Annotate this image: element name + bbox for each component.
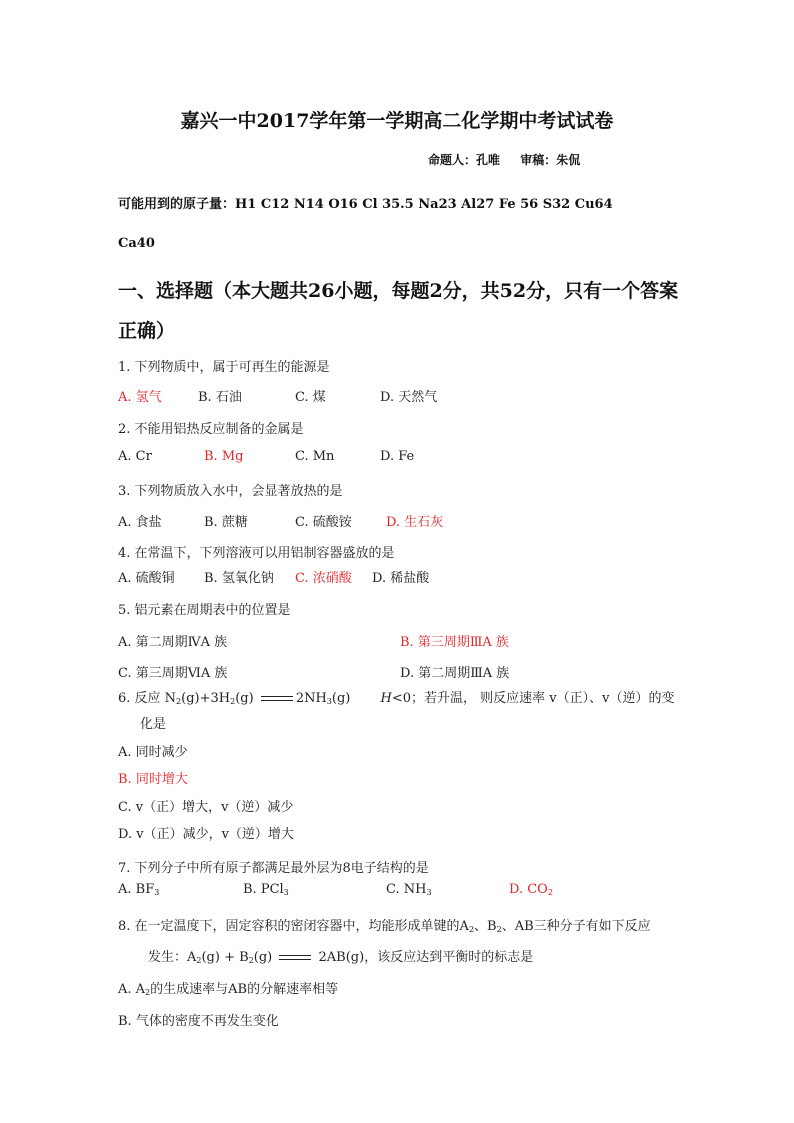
question-4-option-c: C. 浓硝酸 xyxy=(295,571,352,586)
question-5-stem: 5. 铝元素在周期表中的位置是 xyxy=(118,603,291,618)
question-6-option-c: C. v（正）增大，v（逆）减少 xyxy=(118,800,294,815)
question-1-option-c: C. 煤 xyxy=(295,390,326,405)
question-2-option-b: B. Mg xyxy=(204,449,244,464)
question-4-option-b: B. 氢氧化钠 xyxy=(204,571,274,586)
question-6-stem: 6. 反应 $N_2(g)+3H_2(g)$ $2NH_3(g)$ H<0；若升温， 则反应速率 v（正）、v（逆）的变 xyxy=(118,691,675,706)
atomic-masses-line-2: Ca40 xyxy=(118,236,155,251)
question-1-option-d: D. 天然气 xyxy=(380,390,438,405)
question-7-stem: 7. 下列分子中所有原子都满足最外层为8电子结构的是 xyxy=(118,861,429,876)
question-8-stem: 8. 在一定温度下，固定容积的密闭容器中，均能形成单键的$A_2$、$B_2$、AB三种分子有如下反应 xyxy=(118,919,651,934)
author-line xyxy=(428,151,580,168)
equilibrium-arrow xyxy=(279,953,311,962)
question-5-option-d: D. 第二周期ⅢA 族 xyxy=(400,666,510,681)
question-2-option-a: A. Cr xyxy=(118,449,152,464)
setter: 命题人：孔唯 xyxy=(428,153,501,167)
question-2-option-c: C. Mn xyxy=(295,449,335,464)
question-4-option-a: A. 硫酸铜 xyxy=(118,571,175,586)
question-8-stem-cont: 发生：$A_2(g) + B_2(g)$ 2AB(g)，该反应达到平衡时的标志是 xyxy=(148,950,534,965)
question-5-option-b: B. 第三周期ⅢA 族 xyxy=(400,635,509,650)
section-heading-cont: 正确） xyxy=(118,320,176,342)
atomic-masses-line-1: 可能用到的原子量：H1 C12 N14 O16 Cl 35.5 Na23 Al27 Fe 56 S32 Cu64 xyxy=(118,197,613,212)
question-7-option-d: D. $CO_2$ xyxy=(509,882,553,897)
question-5-option-c: C. 第三周期ⅥA 族 xyxy=(118,666,228,681)
question-8-option-b: B. 气体的密度不再发生变化 xyxy=(118,1014,279,1029)
question-3-option-c: C. 硫酸铵 xyxy=(295,515,352,530)
question-5-option-a: A. 第二周期ⅣA 族 xyxy=(118,635,228,650)
question-7-option-b: B. PCl$_3$ xyxy=(243,882,289,897)
question-3-option-b: B. 蔗糖 xyxy=(204,515,248,530)
equilibrium-arrow xyxy=(261,694,293,703)
question-6-stem-cont: 化是 xyxy=(140,717,167,732)
question-3-option-a: A. 食盐 xyxy=(118,515,162,530)
question-1-stem: 1. 下列物质中，属于可再生的能源是 xyxy=(118,360,330,375)
question-6-option-d: D. v（正）减少，v（逆）增大 xyxy=(118,827,294,842)
question-2-option-d: D. Fe xyxy=(380,449,415,464)
question-4-stem: 4. 在常温下，下列溶液可以用铝制容器盛放的是 xyxy=(118,546,395,561)
reviewer: 审稿：朱侃 xyxy=(520,153,581,167)
section-heading: 一、选择题（本大题共26小题，每题2分，共52分，只有一个答案 xyxy=(118,280,679,302)
question-3-option-d: D. 生石灰 xyxy=(386,515,444,530)
question-1-option-a: A. 氢气 xyxy=(118,390,162,405)
question-7-option-a: A. $BF_3$ xyxy=(118,882,160,897)
question-8-option-a: A. $A_2$的生成速率与AB的分解速率相等 xyxy=(118,982,339,997)
question-3-stem: 3. 下列物质放入水中，会显著放热的是 xyxy=(118,484,343,499)
question-1-option-b: B. 石油 xyxy=(198,390,242,405)
question-6-option-a: A. 同时减少 xyxy=(118,745,188,760)
question-6-option-b: B. 同时增大 xyxy=(118,772,188,787)
question-4-option-d: D. 稀盐酸 xyxy=(372,571,430,586)
question-7-option-c: C. $NH_3$ xyxy=(386,882,432,897)
question-2-stem: 2. 不能用铝热反应制备的金属是 xyxy=(118,422,304,437)
page-title: 嘉兴一中2017学年第一学期高二化学期中考试试卷 xyxy=(180,110,614,132)
